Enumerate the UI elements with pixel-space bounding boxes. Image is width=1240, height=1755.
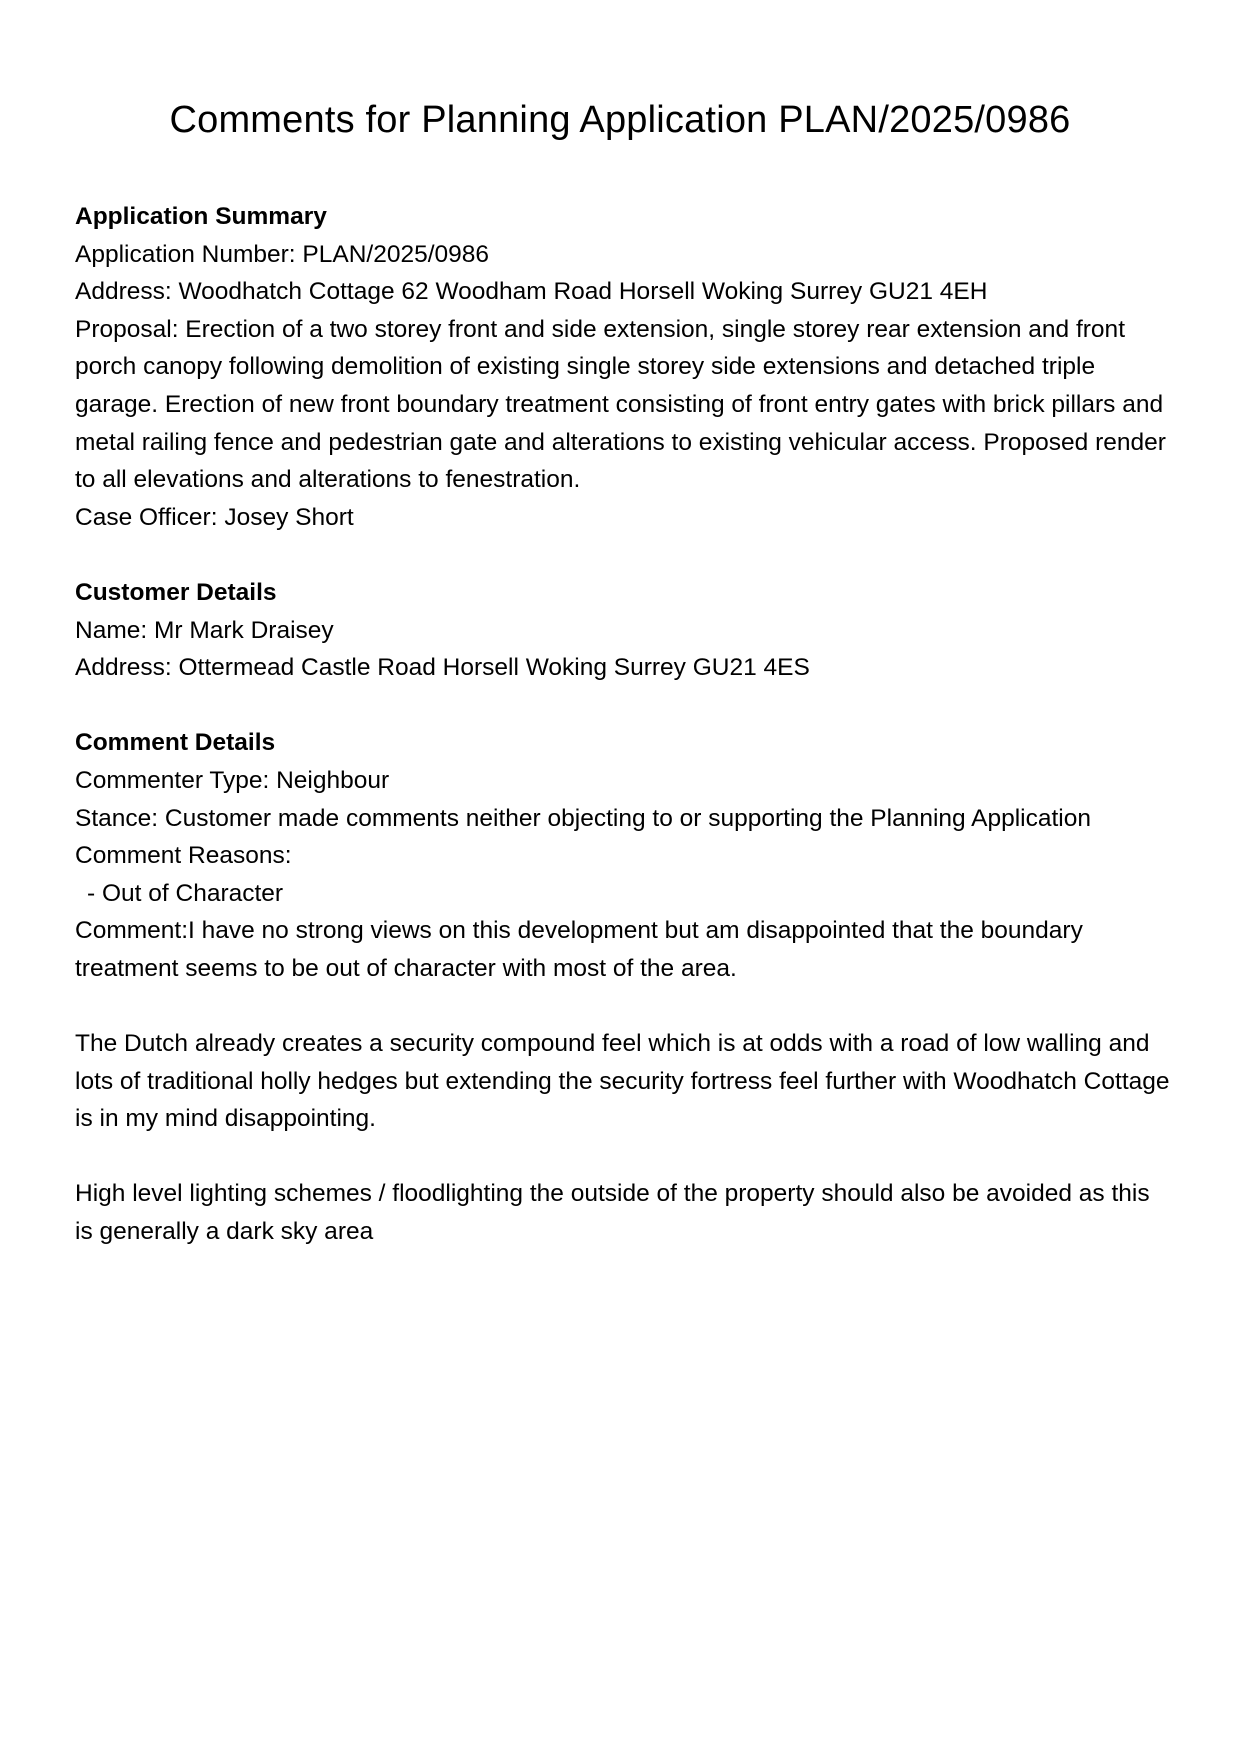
spacer bbox=[75, 687, 1170, 725]
comment-reasons-label: Comment Reasons: bbox=[75, 842, 292, 870]
comment-paragraph: Comment:I have no strong views on this development but am disappointed that the boundary treatment seems to be out of character with most of the area. bbox=[75, 917, 1083, 982]
application-number: Application Number: PLAN/2025/0986 bbox=[75, 240, 490, 268]
case-officer: Case Officer: Josey Short bbox=[75, 503, 354, 531]
comment-reason-item: - Out of Character bbox=[87, 879, 284, 907]
customer-name: Name: Mr Mark Draisey bbox=[75, 616, 334, 644]
spacer bbox=[75, 987, 1170, 1025]
page-title: Comments for Planning Application PLAN/2025/0986 bbox=[169, 99, 1071, 141]
comment-details-section bbox=[75, 724, 1170, 1250]
spacer bbox=[75, 1138, 1170, 1176]
document-body bbox=[75, 198, 1170, 1251]
application-proposal: Proposal: Erection of a two storey front and side extension, single storey rear extension and front porch canopy following demolition of existing single storey side extensions and detached triple garage. Erection of new front boundary treatment consisting of front entry gates with brick pillars and metal railing fence and pedestrian gate and alterations to existing vehicular access. Proposed render to all elevations and alterations to fenestration. bbox=[75, 315, 1166, 494]
spacer bbox=[75, 536, 1170, 574]
comment-details-heading: Comment Details bbox=[75, 729, 276, 757]
customer-address: Address: Ottermead Castle Road Horsell Woking Surrey GU21 4ES bbox=[75, 654, 810, 682]
application-summary-section bbox=[75, 198, 1170, 536]
commenter-type: Commenter Type: Neighbour bbox=[75, 766, 390, 794]
comment-paragraph: The Dutch already creates a security compound feel which is at odds with a road of low walling and lots of traditional holly hedges but extending the security fortress feel further with Woodhatch Cottage is in my mind disappointing. bbox=[75, 1030, 1170, 1133]
stance: Stance: Customer made comments neither objecting to or supporting the Planning Application bbox=[75, 804, 1091, 832]
customer-details-heading: Customer Details bbox=[75, 578, 277, 606]
customer-details-section bbox=[75, 574, 1170, 687]
comment-paragraph: High level lighting schemes / floodlighting the outside of the property should also be avoided as this is generally a dark sky area bbox=[75, 1180, 1150, 1246]
application-summary-heading: Application Summary bbox=[75, 203, 327, 230]
application-address: Address: Woodhatch Cottage 62 Woodham Road Horsell Woking Surrey GU21 4EH bbox=[75, 278, 988, 306]
